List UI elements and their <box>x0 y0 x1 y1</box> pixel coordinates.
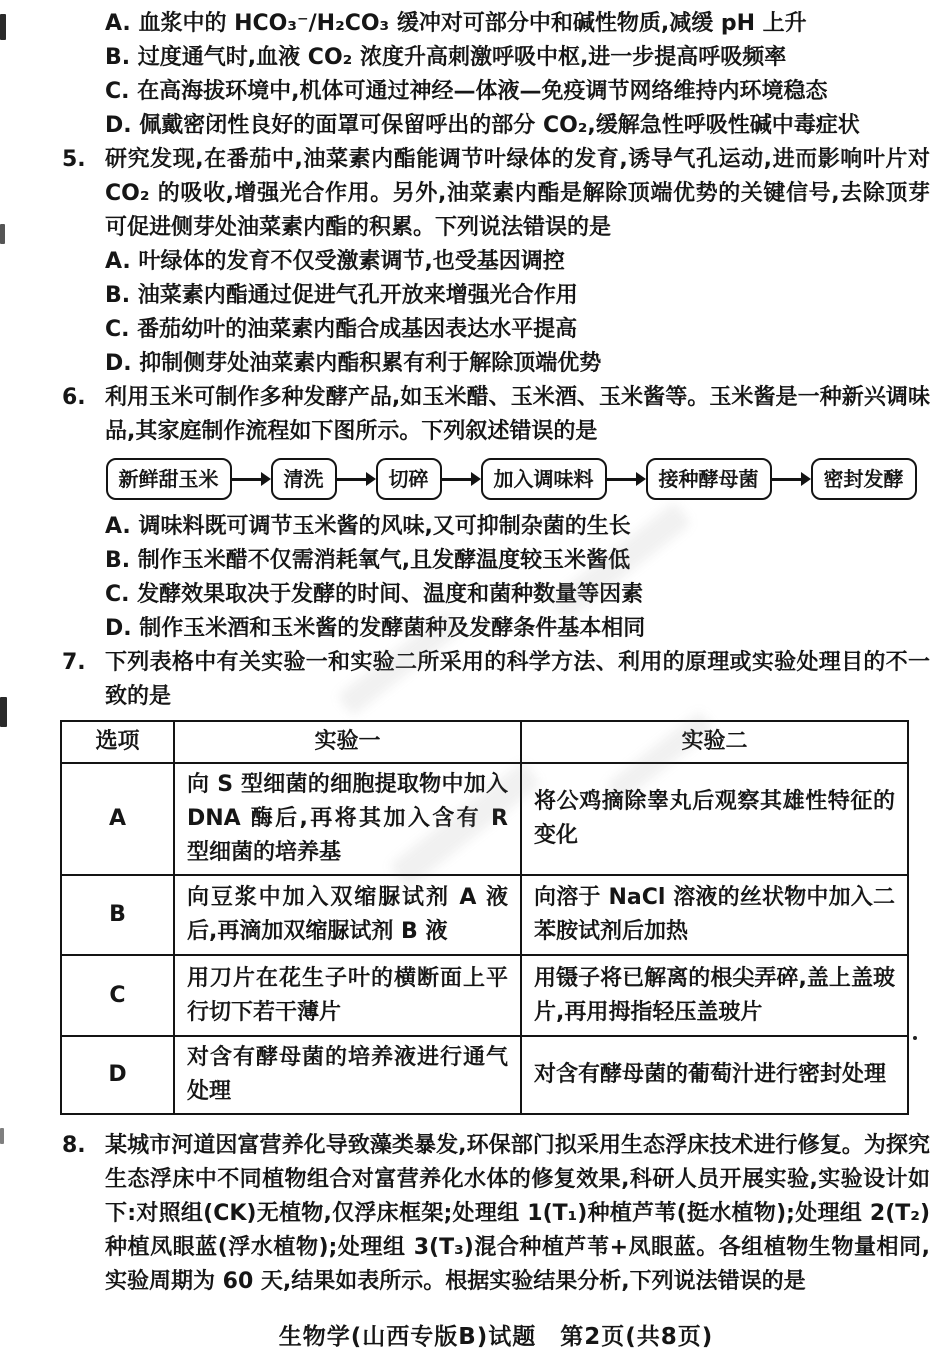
option-line-b: B. 油菜素内酯通过促进气孔开放来增强光合作用 <box>105 283 578 308</box>
option-line-d: D. 抑制侧芽处油菜素内酯积累有利于解除顶端优势 <box>105 351 602 376</box>
question-8 <box>62 1129 930 1299</box>
flow-step-box: 加入调味料 <box>481 458 607 500</box>
option-line-d: D. 制作玉米酒和玉米酱的发酵菌种及发酵条件基本相同 <box>105 616 646 641</box>
option-line-a: A. 调味料既可调节玉米酱的风味,又可抑制杂菌的生长 <box>105 514 631 539</box>
table-cell-exp1: 向 S 型细菌的细胞提取物中加入 DNA 酶后,再将其加入含有 R 型细菌的培养基 <box>174 763 521 875</box>
option-line-c: C. 在高海拔环境中,机体可通过神经—体液—免疫调节网络维持内环境稳态 <box>105 79 828 104</box>
table-cell-option: C <box>61 955 174 1036</box>
table-cell-exp1: 向豆浆中加入双缩脲试剂 A 液后,再滴加双缩脲试剂 B 液 <box>174 875 521 955</box>
flow-step-box: 密封发酵 <box>811 458 917 500</box>
option-line-c: C. 发酵效果取决于发酵的时间、温度和菌种数量等因素 <box>105 582 644 607</box>
option-line-a: A. 血浆中的 HCO₃⁻/H₂CO₃ 缓冲对可部分中和碱性物质,减缓 pH 上升 <box>105 11 807 36</box>
table-cell-option: A <box>61 763 174 875</box>
flow-arrow-icon <box>607 478 637 481</box>
experiments-table <box>60 720 909 1115</box>
question-number: 5. <box>62 147 86 172</box>
table-cell-option: B <box>61 875 174 955</box>
table-header-row <box>61 721 908 763</box>
table-cell-exp1: 对含有酵母菌的培养液进行通气处理 <box>174 1036 521 1114</box>
page-footer: 生物学(山西专版B)试题 第2页(共8页) <box>278 1324 714 1350</box>
question-7 <box>62 646 930 1115</box>
option-line-b: B. 制作玉米醋不仅需消耗氧气,且发酵温度较玉米酱低 <box>105 548 631 573</box>
flow-arrow-icon <box>337 478 367 481</box>
table-cell-exp2: 向溶于 NaCl 溶液的丝状物中加入二苯胺试剂后加热 <box>521 875 908 955</box>
question-6 <box>62 381 930 646</box>
table-cell-exp2: 用镊子将已解离的根尖弄碎,盖上盖玻片,再用拇指轻压盖玻片 <box>521 955 908 1036</box>
option-line-d: D. 佩戴密闭性良好的面罩可保留呼出的部分 CO₂,缓解急性呼吸性碱中毒症状 <box>105 113 860 138</box>
table-row <box>61 955 908 1036</box>
question-4-options <box>62 7 930 143</box>
flow-arrow-icon <box>232 478 262 481</box>
flow-arrow-icon <box>442 478 472 481</box>
flow-step-box: 接种酵母菌 <box>646 458 772 500</box>
flow-step-box: 新鲜甜玉米 <box>106 458 232 500</box>
table-header-exp1: 实验一 <box>174 721 521 763</box>
table-cell-exp1: 用刀片在花生子叶的横断面上平行切下若干薄片 <box>174 955 521 1036</box>
table-cell-exp2: 将公鸡摘除睾丸后观察其雄性特征的变化 <box>521 763 908 875</box>
table-row <box>61 763 908 875</box>
option-line-c: C. 番茄幼叶的油菜素内酯合成基因表达水平提高 <box>105 317 578 342</box>
table-cell-exp2: 对含有酵母菌的葡萄汁进行密封处理 <box>521 1036 908 1114</box>
question-number: 7. <box>62 650 86 675</box>
flow-arrow-icon <box>772 478 802 481</box>
table-header-option: 选项 <box>61 721 174 763</box>
flow-step-box: 切碎 <box>376 458 442 500</box>
flow-step-box: 清洗 <box>271 458 337 500</box>
table-row <box>61 875 908 955</box>
option-line-b: B. 过度通气时,血液 CO₂ 浓度升高刺激呼吸中枢,进一步提高呼吸频率 <box>105 45 787 70</box>
question-stem: 研究发现,在番茄中,油菜素内酯能调节叶绿体的发育,诱导气孔运动,进而影响叶片对 CO₂ 的吸收,增强光合作用。另外,油菜素内酯是解除顶端优势的关键信号,去除顶芽可促进侧芽处油菜素内酯的积累。下列说法错误的是 <box>105 147 930 240</box>
question-stem: 利用玉米可制作多种发酵产品,如玉米醋、玉米酒、玉米酱等。玉米酱是一种新兴调味品,其家庭制作流程如下图所示。下列叙述错误的是 <box>105 385 930 444</box>
table-row <box>61 1036 908 1114</box>
option-line-a: A. 叶绿体的发育不仅受激素调节,也受基因调控 <box>105 249 565 274</box>
question-number: 6. <box>62 385 86 410</box>
corn-sauce-flowchart <box>92 458 930 500</box>
table-header-exp2: 实验二 <box>521 721 908 763</box>
question-stem: 某城市河道因富营养化导致藻类暴发,环保部门拟采用生态浮床技术进行修复。为探究生态浮床中不同植物组合对富营养化水体的修复效果,科研人员开展实验,实验设计如下:对照组(CK)无植物,仅浮床框架;处理组 1(T₁)种植芦苇(挺水植物);处理组 2(T₂)种植凤眼蓝(浮水植物);处理组 3(T₃)混合种植芦苇+凤眼蓝。各组植物生物量相同,实验周期为 60 天,结果如表所示。根据实验结果分析,下列说法错误的是 <box>105 1133 930 1294</box>
table-cell-option: D <box>61 1036 174 1114</box>
question-number: 8. <box>62 1133 86 1158</box>
question-stem: 下列表格中有关实验一和实验二所采用的科学方法、利用的原理或实验处理目的不一致的是 <box>105 650 930 709</box>
question-5 <box>62 143 930 381</box>
